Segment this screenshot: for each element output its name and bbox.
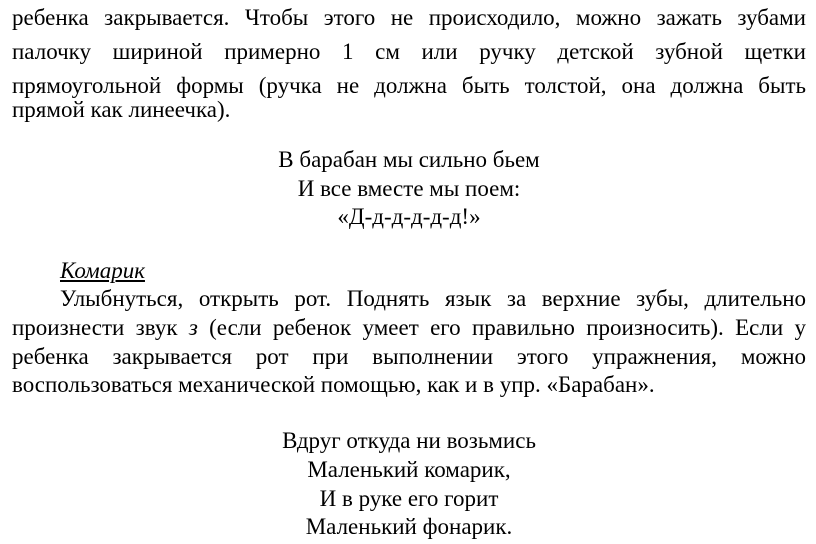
paragraph-line: ребенка закрывается рот при выполнении этого упражнения, можно <box>12 344 806 369</box>
text-fragment: произнести звук <box>12 315 189 340</box>
verse-line: «Д-д-д-д-д-д!» <box>337 204 481 229</box>
verse-line: И в руке его горит <box>319 486 499 511</box>
paragraph-line: Улыбнуться, открыть рот. Поднять язык за верхние зубы, длительно <box>60 286 806 311</box>
paragraph-line: прямой как линеечка). <box>12 97 231 122</box>
verse-line: Маленький фонарик. <box>305 514 513 539</box>
verse-line: В барабан мы сильно бьем <box>278 147 540 172</box>
sound-letter: з <box>188 315 198 340</box>
verse-line: Маленький комарик, <box>307 457 511 482</box>
verse-line: И все вместе мы поем: <box>297 176 521 201</box>
paragraph-line: ребенка закрывается. Чтобы этого не происходило, можно зажать зубами <box>12 5 806 30</box>
paragraph-line <box>12 313 806 342</box>
section-title: Комарик <box>60 258 145 283</box>
text-fragment: (если ребенок умеет его правильно произносить). Если у <box>197 315 806 340</box>
paragraph-line: воспользоваться механической помощью, как и в упр. «Барабан». <box>12 372 655 397</box>
verse-line: Вдруг откуда ни возьмись <box>282 428 536 453</box>
paragraph-line: прямоугольной формы (ручка не должна быть толстой, она должна быть <box>12 73 806 98</box>
paragraph-line: палочку шириной примерно 1 см или ручку детской зубной щетки <box>12 39 806 64</box>
